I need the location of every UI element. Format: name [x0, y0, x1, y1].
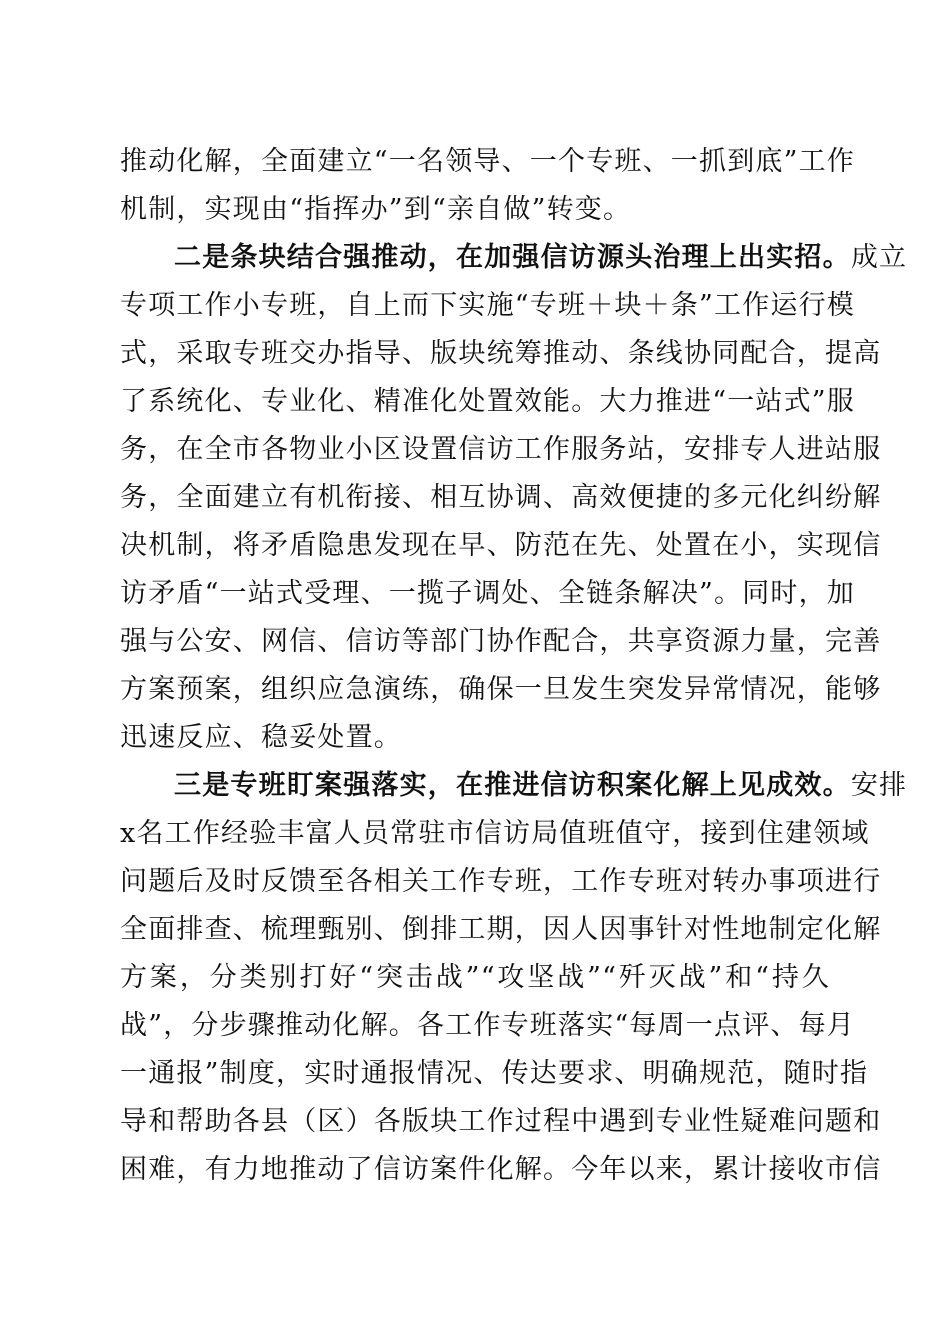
- paragraph-line: x名工作经验丰富人员常驻市信访局值班值守，接到住建领域: [120, 818, 870, 849]
- paragraph-line: 务，在全市各物业小区设置信访工作服务站，安排专人进站服: [120, 434, 882, 465]
- paragraph-heading: 三是专班盯案强落实，在推进信访积案化解上见成效。: [174, 770, 851, 801]
- paragraph-text: 安排: [850, 770, 908, 801]
- paragraph-line: 推动化解，全面建立“一名领导、一个专班、一抓到底”工作: [120, 146, 856, 177]
- paragraph-line: 战”，分步骤推动化解。各工作专班落实“每周一点评、每月: [120, 1010, 856, 1041]
- paragraph-line: 了系统化、专业化、精准化处置效能。大力推进“一站式”服: [120, 386, 856, 417]
- paragraph-line: 全面排查、梳理甄别、倒排工期，因人因事针对性地制定化解: [120, 914, 882, 945]
- paragraph-line: 访矛盾“一站式受理、一揽子调处、全链条解决”。同时，加: [120, 578, 856, 609]
- paragraph-line: 决机制，将矛盾隐患发现在早、防范在先、处置在小，实现信: [120, 530, 882, 561]
- paragraph-line: 机制，实现由“指挥办”到“亲自做”转变。: [120, 194, 632, 225]
- paragraph-heading-line: [174, 766, 908, 806]
- paragraph-text: 成立: [850, 242, 908, 273]
- paragraph-line: 务，全面建立有机衔接、相互协调、高效便捷的多元化纠纷解: [120, 482, 882, 513]
- paragraph-heading: 二是条块结合强推动，在加强信访源头治理上出实招。: [174, 242, 851, 273]
- paragraph-line: 一通报”制度，实时通报情况、传达要求、明确规范，随时指: [120, 1058, 869, 1089]
- paragraph-line: 专项工作小专班，自上而下实施“专班＋块＋条”工作运行模: [120, 290, 856, 321]
- paragraph-line: 问题后及时反馈至各相关工作专班，工作专班对转办事项进行: [120, 866, 882, 897]
- paragraph-line: 困难，有力地推动了信访案件化解。今年以来，累计接收市信: [120, 1154, 882, 1185]
- paragraph-line: 方案，分类别打好“突击战”“攻坚战”“歼灭战”和“持久: [120, 962, 830, 993]
- paragraph-heading-line: [174, 238, 908, 278]
- paragraph-line: 方案预案，组织应急演练，确保一旦发生突发异常情况，能够: [120, 674, 882, 705]
- paragraph-line: 式，采取专班交办指导、版块统筹推动、条线协同配合，提高: [120, 338, 882, 369]
- paragraph-line: 迅速反应、稳妥处置。: [120, 722, 402, 753]
- paragraph-line: 强与公安、网信、信访等部门协作配合，共享资源力量，完善: [120, 626, 882, 657]
- paragraph-line: 导和帮助各县（区）各版块工作过程中遇到专业性疑难问题和: [120, 1106, 882, 1137]
